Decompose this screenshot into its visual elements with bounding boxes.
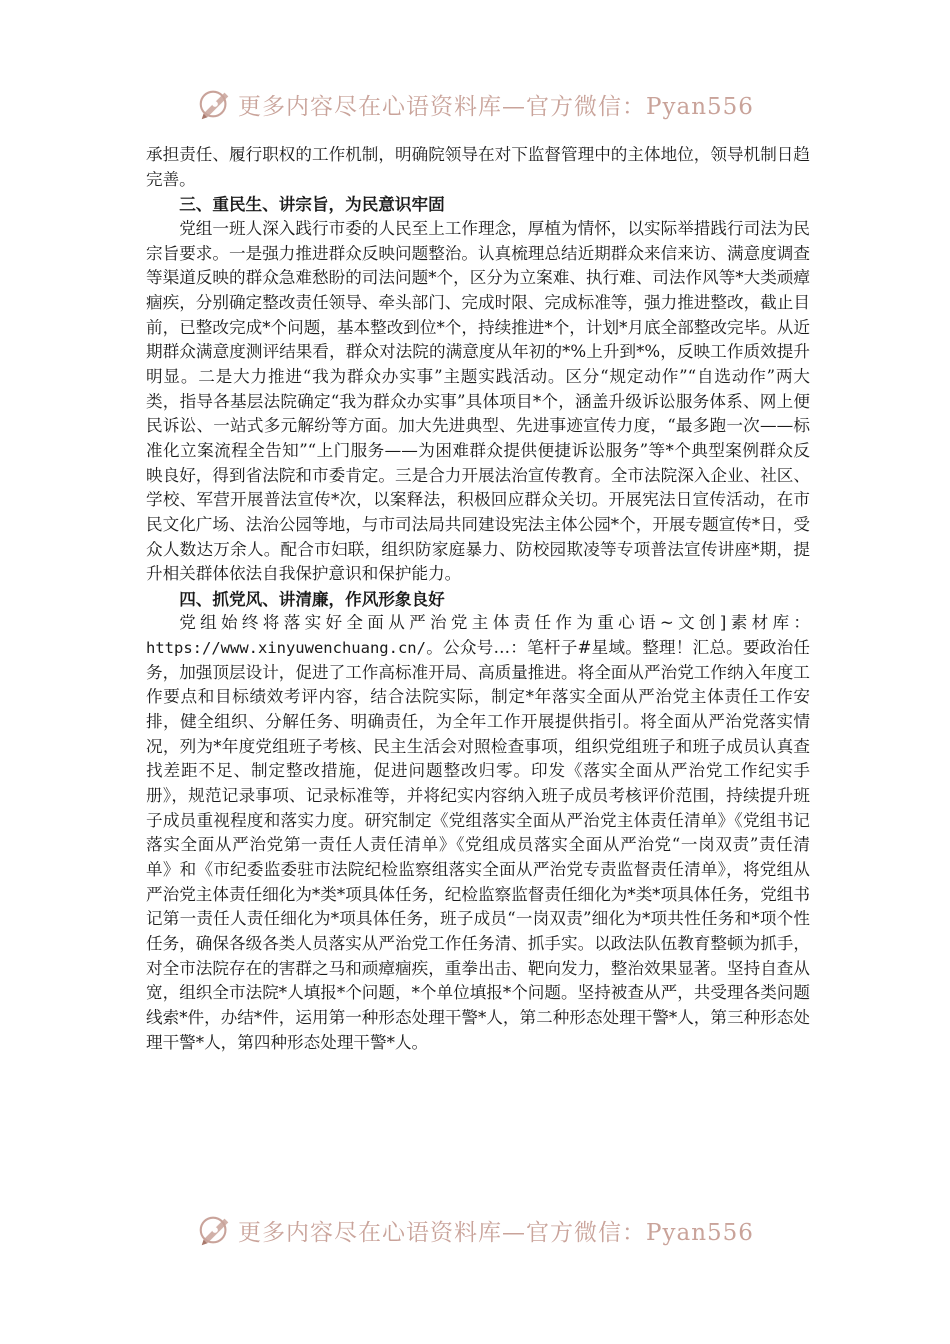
paragraph-continued: 承担责任、履行职权的工作机制，明确院领导在对下监督管理中的主体地位，领导机制日趋完善。: [146, 145, 810, 189]
pen-circle-logo-icon: [196, 1211, 234, 1249]
paragraph-people: 党组一班人深入践行市委的人民至上工作理念，厚植为情怀，以实际举措践行司法为民宗旨要求。一是强力推进群众反映问题整治。认真梳理总结近期群众来信来访、满意度调查等渠道反映的群众急难愁盼的司法问题*个，区分为立案难、执行难、司法作风等*大类顽瘴痼疾，分别确定整改责任领导、牵头部门、完成时限、完成标准等，强力推进整改，截止目前，已整改完成*个问题，基本整改到位*个，持续推进*个，计划*月底全部整改完毕。从近期群众满意度测评结果看，群众对法院的满意度从年初的*%上升到*%，反映工作质效提升明显。二是大力推进“我为群众办实事”主题实践活动。区分“规定动作”“自选动作”两大类，指导各基层法院确定“我为群众办实事”具体项目*个，涵盖升级诉讼服务体系、网上便民诉讼、一站式多元解纷等方面。加大先进典型、先进事迹宣传力度，“最多跑一次——标准化立案流程全告知”“上门服务——为困难群众提供便捷诉讼服务”等*个典型案例群众反映良好，得到省法院和市委肯定。三是合力开展法治宣传教育。全市法院深入企业、社区、学校、军营开展普法宣传*次，以案释法，积极回应群众关切。开展宪法日宣传活动，在市民文化广场、法治公园等地，与市司法局共同建设宪法主体公园*个，开展专题宣传*日，受众人数达万余人。配合市妇联，组织防家庭暴力、防校园欺凌等专项普法宣传讲座*期，提升相关群体依法自我保护意识和保护能力。: [146, 218, 810, 584]
pen-circle-logo-icon: [196, 85, 234, 123]
banner-text: 更多内容尽在心语资料库—官方微信：Pyan556: [238, 93, 754, 120]
paragraph-party-conduct-part1: 党组始终将落实好全面从严治党主体责任作为重心语~文创]素材库：: [179, 613, 810, 633]
paragraph-party-conduct-part2: 。公众号…：笔杆子#星域。整理！汇总。要政治任务，加强顶层设计，促进了工作高标准开局、高质量推进。将全面从严治党工作纳入年度工作要点和目标绩效考评内容，结合法院实际，制定*年落实全面从严治党主体责任工作安排，健全组织、分解任务、明确责任，为全年工作开展提供指引。将全面从严治党落实情况，列为*年度党组班子考核、民主生活会对照检查事项，组织党组班子和班子成员认真查找差距不足、制定整改措施，促进问题整改归零。印发《落实全面从严治党工作纪实手册》，规范记录事项、记录标准等，并将纪实内容纳入班子成员考核评价范围，持续提升班子成员重视程度和落实力度。研究制定《党组落实全面从严治党主体责任清单》《党组书记落实全面从严治党第一责任人责任清单》《党组成员落实全面从严治党“一岗双责”责任清单》和《市纪委监委驻市法院纪检监察组落实全面从严治党专责监督责任清单》，将党组从严治党主体责任细化为*类*项具体任务，纪检监察监督责任细化为*类*项具体任务，党组书记第一责任人责任细化为*项具体任务，班子成员“一岗双责”细化为*项共性任务和*项个性任务，确保各级各类人员落实从严治党工作任务清、抓手实。以政法队伍教育整顿为抓手，对全市法院存在的害群之马和顽瘴痼疾，重拳出击、靶向发力，整治效果显著。坚持自查从宽，组织全市法院*人填报*个问题，*个单位填报*个问题。坚持被查从严，共受理各类问题线索*件，办结*件，运用第一种形态处理干警*人，第二种形态处理干警*人，第三种形态处理干警*人，第四种形态处理干警*人。: [146, 638, 810, 1052]
source-url: https://www.xinyuwenchuang.cn/: [146, 639, 426, 658]
section-heading-4: 四、抓党风、讲清廉，作风形象良好: [179, 588, 445, 609]
header-banner: [0, 82, 950, 126]
document-body: [146, 143, 810, 1055]
paragraph-party-conduct: [146, 611, 810, 1055]
footer-banner: [0, 1208, 950, 1252]
section-heading-3: 三、重民生、讲宗旨，为民意识牢固: [179, 194, 445, 215]
banner-text: 更多内容尽在心语资料库—官方微信：Pyan556: [238, 1219, 754, 1246]
